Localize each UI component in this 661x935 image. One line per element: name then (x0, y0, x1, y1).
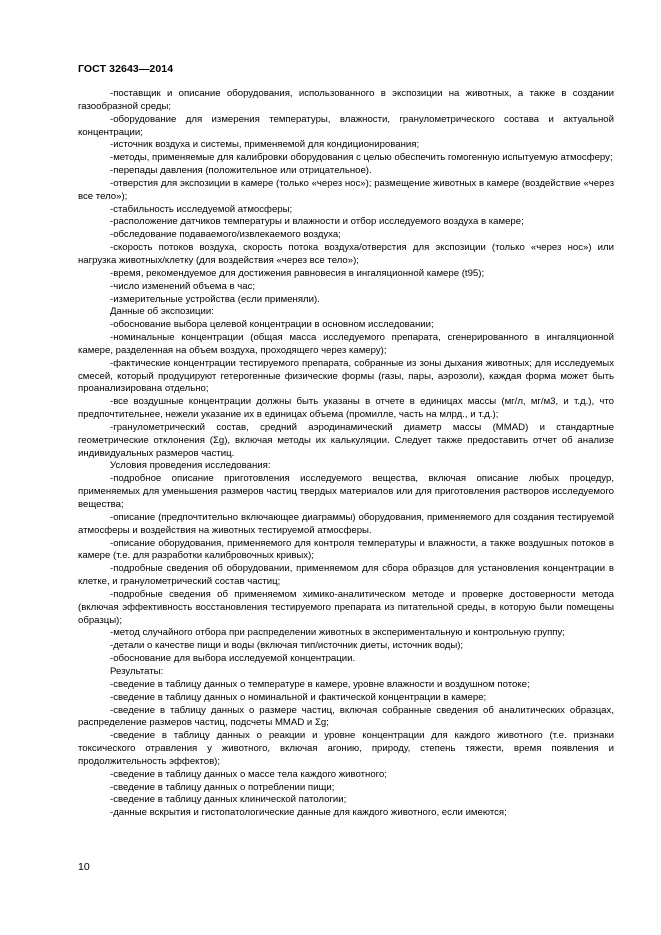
paragraph: -описание оборудования, применяемого для контроля температуры и влажности, а также воздушных потоков в камере (т.е. для разработки калибровочных кривых); (78, 537, 614, 562)
standard-header: ГОСТ 32643—2014 (78, 63, 174, 75)
section-heading: Данные об экспозиции: (110, 306, 214, 318)
paragraph: -сведение в таблицу данных о размере частиц, включая собранные сведения об аналитических образцах, распределение размеров частиц, подсчеты MMAD и Σg; (78, 704, 614, 729)
paragraph: -все воздушные концентрации должны быть указаны в отчете в единицах массы (мг/л, мг/м3, и т.д.), что предпочтительнее, нежели указание их в единицах объема (промилле, часть на млрд., и т.д.); (78, 396, 614, 421)
body-text (78, 88, 614, 820)
paragraph: -методы, применяемые для калибровки оборудования с целью обеспечить гомогенную испытуемую атмосферу; (110, 152, 613, 164)
paragraph: -описание (предпочтительно включающее диаграммы) оборудования, применяемого для создания тестируемой атмосферы и воздействия на животных тестируемой атмосферы. (78, 511, 614, 536)
section-heading: Результаты: (110, 665, 164, 677)
paragraph: -подробные сведения об оборудовании, применяемом для сбора образцов для установления концентрации в клетке, и гранулометрический состав частиц; (78, 563, 614, 588)
paragraph: -сведение в таблицу данных о массе тела каждого животного; (110, 768, 387, 780)
paragraph: -данные вскрытия и гистопатологические данные для каждого животного, если имеются; (110, 807, 507, 819)
paragraph: -расположение датчиков температуры и влажности и отбор исследуемого воздуха в камере; (110, 216, 524, 228)
paragraph: -оборудование для измерения температуры, влажности, гранулометрического состава и актуальной концентрации; (78, 113, 614, 138)
paragraph: -стабильность исследуемой атмосферы; (110, 203, 293, 215)
page-number: 10 (78, 861, 90, 873)
paragraph: -сведение в таблицу данных о температуре в камере, уровне влажности и воздушном потоке; (110, 678, 530, 690)
paragraph: -детали о качестве пищи и воды (включая тип/источник диеты, источник воды); (110, 640, 464, 652)
paragraph: -число изменений объема в час; (110, 280, 256, 292)
paragraph: -номинальные концентрации (общая масса исследуемого препарата, сгенерированного в ингаляционной камере, разделенная на объем воздуха, проходящего через камеру); (78, 332, 614, 356)
paragraph: -сведение в таблицу данных о потреблении пищи; (110, 781, 335, 793)
paragraph: -сведение в таблицу данных клинической патологии; (110, 794, 347, 806)
paragraph: -перепады давления (положительное или отрицательное). (110, 165, 372, 177)
paragraph: -обоснование для выбора исследуемой концентрации. (110, 653, 356, 665)
paragraph: -сведение в таблицу данных о реакции и уровне концентрации для каждого животного (т.е. признаки токсического отравления у животного, включая агонию, природу, степень тяжести, время появления и продолжительность эффектов); (78, 730, 614, 767)
paragraph: -измерительные устройства (если применяли). (110, 293, 320, 305)
paragraph: -отверстия для экспозиции в камере (только «через нос»); размещение животных в камере (воздействие «через все тело»); (78, 177, 614, 202)
paragraph: -гранулометрический состав, средний аэродинамический диаметр массы (MMAD) и стандартные геометрические отклонения (Σg), включая методы их калькуляции. Следует также предоставить отчет об анализе индивидуальных размеров частиц. (78, 421, 614, 459)
paragraph: -поставщик и описание оборудования, использованного в экспозиции на животных, а также в создании газообразной среды; (78, 88, 614, 112)
paragraph: -обследование подаваемого/извлекаемого воздуха; (110, 229, 341, 241)
section-heading: Условия проведения исследования: (110, 460, 271, 472)
paragraph: -обоснование выбора целевой концентрации в основном исследовании; (110, 319, 434, 331)
paragraph: -метод случайного отбора при распределении животных в экспериментальную и контрольную группу; (110, 627, 565, 639)
paragraph: -источник воздуха и системы, применяемой для кондиционирования; (110, 139, 420, 151)
paragraph: -подробные сведения об применяемом химико-аналитическом методе и проверке достоверности метода (включая эффективность восстановления тестируемого препарата из питательной среды, в которую были помещены образцы); (78, 588, 614, 626)
paragraph: -фактические концентрации тестируемого препарата, собранные из зоны дыхания животных; для исследуемых смесей, который продуцируют гетерогенные физические формы (газы, пары, аэрозоли), каждая форма может быть проанализирована отдельно; (78, 357, 614, 395)
paragraph: -подробное описание приготовления исследуемого вещества, включая описание любых процедур, применяемых для уменьшения размеров частиц твердых материалов или для приготовления растворов исследуемого вещества; (78, 473, 614, 510)
paragraph: -скорость потоков воздуха, скорость потока воздуха/отверстия для экспозиции (только «через нос») или нагрузка животных/клетку (для воздействия «через все тело»); (78, 242, 614, 266)
paragraph: -сведение в таблицу данных о номинальной и фактической концентрации в камере; (110, 691, 487, 703)
paragraph: -время, рекомендуемое для достижения равновесия в ингаляционной камере (t95); (110, 267, 485, 279)
